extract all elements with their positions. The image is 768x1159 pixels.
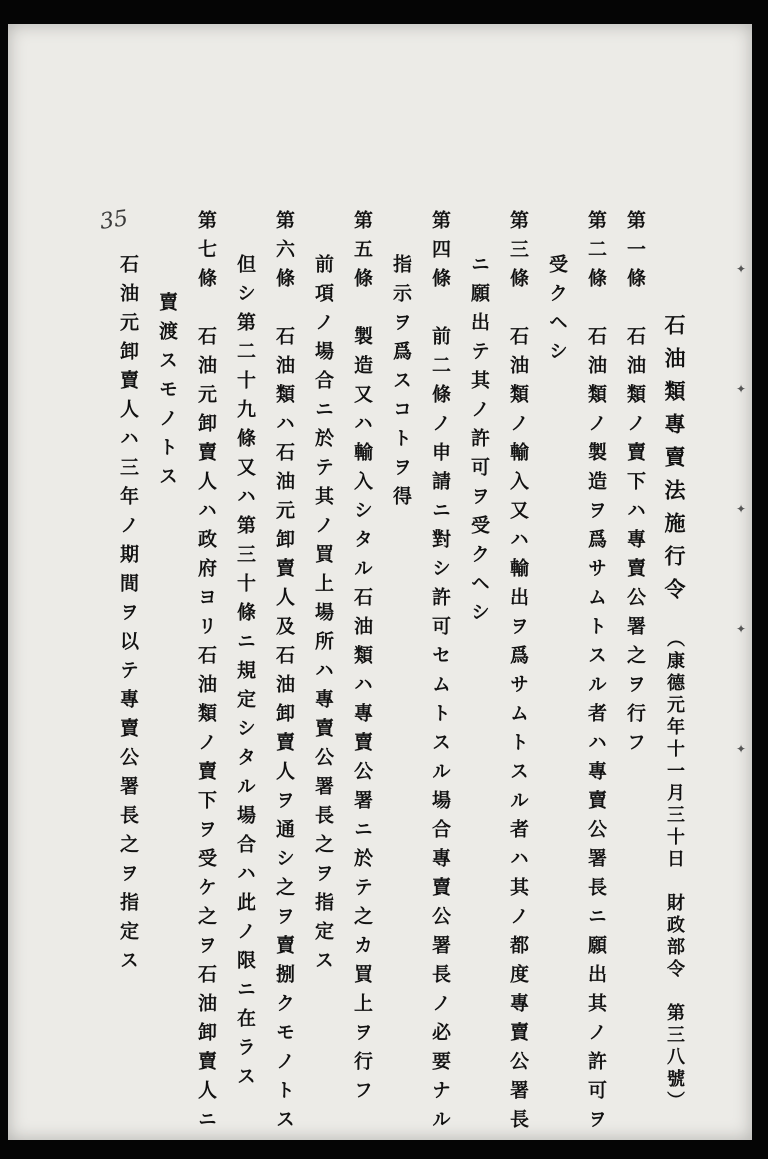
decree-date-number: （康德元年十一月三十日 財政部令 第三八號） <box>664 629 685 1113</box>
document-title: 石油類專賣法施行令 <box>662 314 687 611</box>
article-1: 第一條 石油類ノ賣下ハ專賣公署之ヲ行フ <box>624 210 646 761</box>
article-6-proviso: 但シ第二十九條又ハ第三十條ニ規定シタル場合ハ此ノ限ニ在ラス <box>234 254 256 1095</box>
article-5: 第五條 製造又ハ輸入シタル石油類ハ專賣公署ニ於テ之カ買上ヲ行フ <box>351 210 373 1109</box>
document-page <box>8 24 752 1140</box>
binding-mark: ✦ <box>735 502 746 516</box>
page-number: 35 <box>98 206 130 235</box>
article-2-continued: 受クヘシ <box>546 254 568 370</box>
article-7: 第七條 石油元卸賣人ハ政府ヨリ石油類ノ賣下ヲ受ケ之ヲ石油卸賣人ニ <box>195 210 217 1138</box>
article-5-paragraph-2: 前項ノ場合ニ於テ其ノ買上場所ハ專賣公署長之ヲ指定ス <box>312 254 334 979</box>
article-4: 第四條 前二條ノ申請ニ對シ許可セムトスル場合專賣公署長ノ必要ナル <box>429 210 451 1138</box>
binding-mark: ✦ <box>735 262 746 276</box>
binding-mark: ✦ <box>735 742 746 756</box>
article-3: 第三條 石油類ノ輸入又ハ輸出ヲ爲サムトスル者ハ其ノ都度專賣公署長 <box>507 210 529 1138</box>
article-7-continued: 賣渡スモノトス <box>156 292 178 495</box>
article-4-continued: 指示ヲ爲スコトヲ得 <box>390 254 412 515</box>
binding-mark: ✦ <box>735 622 746 636</box>
title-column <box>664 314 685 1113</box>
article-3-continued: ニ願出テ其ノ許可ヲ受クヘシ <box>468 254 490 631</box>
article-6: 第六條 石油類ハ石油元卸賣人及石油卸賣人ヲ通シ之ヲ賣捌クモノトス <box>273 210 295 1138</box>
article-2: 第二條 石油類ノ製造ヲ爲サムトスル者ハ專賣公署長ニ願出其ノ許可ヲ <box>585 210 607 1138</box>
article-7-paragraph-2: 石油元卸賣人ハ三年ノ期間ヲ以テ專賣公署長之ヲ指定ス <box>117 254 139 979</box>
binding-mark: ✦ <box>735 382 746 396</box>
